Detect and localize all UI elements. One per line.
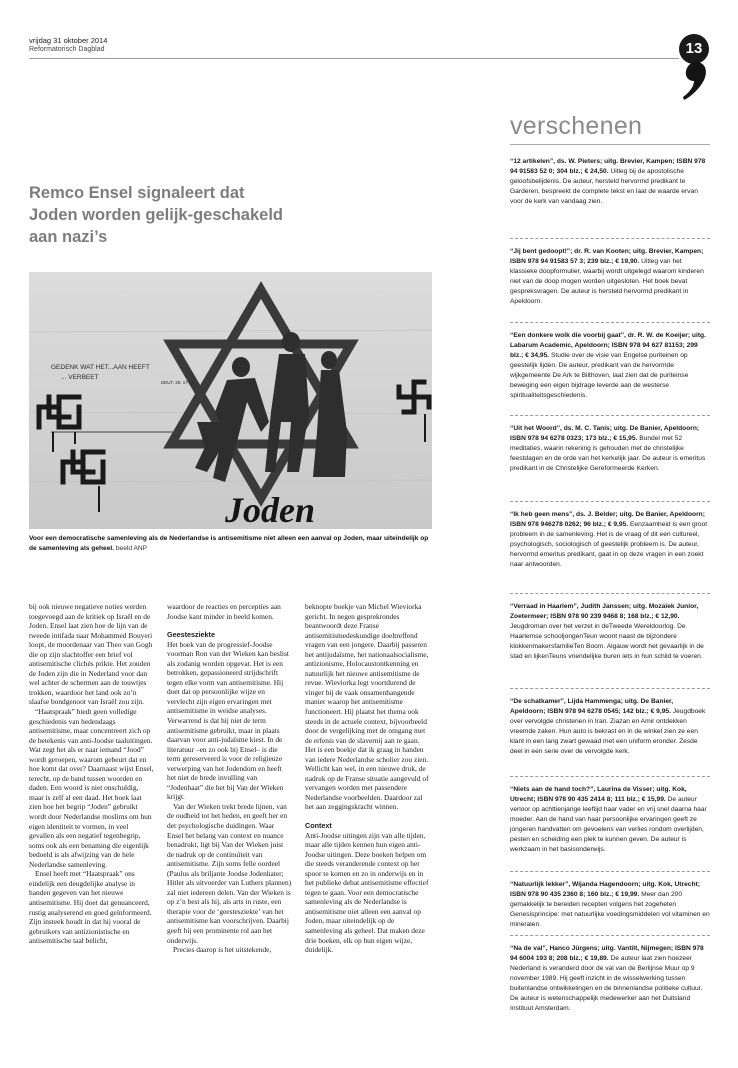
issue-date: vrijdag 31 oktober 2014 — [29, 36, 108, 45]
paragraph: beknopte boekje van Michel Wieviorka gericht. In negen gesprekrondes beantwoordt deze Franse antisemitismedeskundige doeltreffend vragen van een jongere. Daarbij passeren het antijudaïsme, het nationaalsocialisme, antizionisme, Holocaustontkenning en natuurlijk het nieuwe antisemitisme de revue. Wieviorka legt voortdurend de vinger bij de vaak onsamenhangende manier waarop het antisemitisme functioneert. Hij plaatst het thema ook steeds in de actuele context, bijvoorbeeld door de vergelijking met de omgang met de erfenis van de slavernij aan te gaan. Het is een boekje dat ik graag in handen van iedere Nederlandse scholier zou zien. Wellicht kan wel, in een nieuwe druk, de nadruk op de Franse situatie aangevuld of vervangen worden met passendere Nederlandse voorbeelden. Daardoor zal het aan zeggingskracht winnen. — [305, 602, 429, 812]
paragraph: “Haatspraak” biedt geen volledige geschiedenis van hedendaags antisemitisme, maar concentreert zich op de betekenis van anti-Joodse taaluitingen. Wat zegt het als er naar iemand “Jood” wordt geroepen, waarom gebeurt dat en hoe komt dat over? Daarnaast wijst Ensel, terecht, op de band tussen woorden en daden. Een woord is niet onschuldig, maar is zelf al een daad. Het boek laat zien hoe het begrip “Joden” gebruikt wordt door Nederlandse moslims om hun eigen identiteit te vormen, in veel gevallen als een negatief tegenbegrip, soms ook als een benaming die eigenlijk bedoeld is als afwijzing van de hele Nederlandse samenleving. — [29, 707, 154, 869]
masthead-rule — [29, 58, 679, 59]
subhead-geestesziekte: Geestesziekte — [167, 630, 215, 640]
review-heading: “Na de val”, Hanco Jürgens; uitg. Vantilt, Nijmegen; ISBN 978 94 6004 193 8; 208 blz.; € 19,89. — [510, 945, 704, 962]
review-body: Uitleg van het klassieke doopformulier, waarbij wordt uitgelegd waarom kinderen niet van de doop mogen worden uitgesloten. Het boek bevat gespreksvragen. De auteur is hersteld hervormd predikant in Apeldoorn. — [510, 257, 704, 305]
review-item — [510, 689, 710, 777]
caption-text: Voor een democratische samenleving als de Nederlandse is antisemitisme niet alleen een aanval op Joden, maar uiteindelijk op de samenleving als geheel. — [29, 535, 429, 552]
paragraph: Ensel heeft met “Haatspraak” ons eindelijk een deugdelijke analyse in handen gegeven van het nieuwe antisemitisme. Hij doet dat genuanceerd, rustig analyserend en goed geïnformeerd. Zijn insteek houdt in dat hij vooral de gebruikers van antizionistische en antisemitische taal belicht, — [29, 869, 152, 946]
review-heading: “Een donkere wolk die voorbij gaat”, dr. R. W. de Koeijer; uitg. Labarum Academic, Apeldoorn; ISBN 978 94 627 81153; 299 blz.; € 34,95. — [510, 332, 706, 359]
review-body: Jeugdboek over vervolgde christenen in Iran. Ziazan en Amir ontdekken vreemde zaken. Hun auto is bekrast en in de winkel zien ze een klant in een lang zwart gewaad met een uniform eronder. Zesde deel in een serie over de vervolgde kerk. — [510, 707, 706, 755]
review-body: Bundel met 52 meditaties, waarin rekening is gehouden met de christelijke feestdagen en de orde van het kerkelijk jaar. De auteur is emeritus predikant in de Christelijke Gereformeerde Kerken. — [510, 434, 706, 472]
article-headline: Remco Ensel signaleert dat Joden worden gelijk-geschakeld aan nazi’s — [29, 184, 283, 246]
comma-logo-icon — [680, 60, 710, 102]
review-item — [510, 872, 710, 936]
review-body: De auteur verloor op achttienjarige leeftijd haar vader en vrij snel daarna haar moeder. Aan de hand van haar persoonlijke ervaringen geeft ze jongeren handvatten om gevoelens van verlies rondom overlijden, pesten en scheiding een plek te kunnen geven. De auteur is werkzaam in het basisonderwijs. — [510, 795, 707, 853]
newspaper-name: Reformatorisch Dagblad — [29, 46, 105, 53]
article-column-3 — [305, 602, 430, 955]
review-item — [510, 594, 710, 689]
review-body: De auteur laat zien hoezeer Nederland is veranderd door de val van de Berlijnse Muur op 9 november 1989. Hij geeft inzicht in de wisselwerking tussen buitenlandse ontwikkelingen en de binnenlandse politieke cultuur. De auteur is wetenschappelijk medewerker aan het Duitsland Instituut Amsterdam. — [510, 954, 703, 1012]
photo-credit: beeld ANP — [115, 544, 148, 552]
review-body: Studie over de visie van Engelse puriteinen op geestelijk lijden. De auteur, predikant van de hervormde wijkgemeente De Ark te Bilthoven, laat zien dat de puriteinse beweging een eigen bijdrage leverde aan de westerse spiritualiteitsgeschiedenis. — [510, 351, 689, 399]
review-body: Jeugdroman over het verzet in deTweede Wereldoorlog. De Haarlemse schooljongenTeun woont naast de bijzondere klokkenmakersfamilieTen Boom. Algauw wordt het gevaarlijk in de stad en lijkenTeuns vriendelijke buren iets in hun schild te voeren. — [510, 622, 704, 660]
review-body: Eenzaamheid is een groot probleem in de samenleving. Het is de vraag of dit een cultureel, psychologisch, sociologisch of geestelijk probleem is. De auteur, hervormd emeritus predikant, gaat in op deze vragen in een zoekt naar antwoorden. — [510, 520, 708, 568]
review-body: Uitleg bij de apostolische geloofsbelijdenis. De auteur, hersteld hervormd predikant te Garderen, bespreekt de complete tekst en laat de waarde ervan voor de kerk van vandaag zien. — [510, 167, 698, 205]
review-heading: “Ik heb geen mens”, ds. J. Belder; uitg. De Banier, Apeldoorn; ISBN 978 946278 0262; 96 blz.; € 9,95. — [510, 511, 705, 528]
review-heading: “Verraad in Haarlem”, Judith Janssen; uitg. Mozaïek Junior, Zoetermeer; ISBN 978 90 239 9468 8; 168 blz.; € 12,90. — [510, 603, 699, 620]
photo-caption — [29, 534, 433, 553]
page-number-badge: 13 — [679, 34, 709, 64]
article-column-1 — [29, 602, 154, 946]
subhead-context: Context — [305, 821, 332, 831]
review-heading: “Niets aan de hand toch?”, Laurina de Visser; uitg. Kok, Utrecht; ISBN 978 90 435 2414 8; 111 blz.; € 15,99. — [510, 786, 687, 803]
paragraph: Het boek van de progressief-Joodse voorman Ron van der Wieken kan beslist als zodanig worden opgevat. Het is een betrokken, gepassioneerd strijdschrift tegen elke vorm van antisemitisme. Hij doet dat op persoonlijke wijze en vervlecht zijn eigen ervaringen met antisemitisme in weidse analyses. Verwarrend is dat hij niet de term antisemitisme gebruikt, maar in plaats daarvan voor anti-judaïsme kiest. In de literatuur –en zo ook bij Ensel– is die term gereserveerd is voor de religieuze verwerping van het Jodendom en heeft het niet de brede invulling van “Jodenhaat” die het bij Van der Wieken krijgt. — [167, 639, 289, 802]
review-item — [510, 151, 710, 239]
paragraph: bij ook nieuwe negatieve noties werden toegevoegd aan de kritiek op Israël en de Joden. Ensel laat zien hoe de lijn van de tweede intifada naar Mohammed Bouyeri loopt, de moordenaar van Theo van Gogh die op zijn slachtoffer een brief vol antisemitische clichés prikte. Het zouden de Joden zijn die in Nederland voor dan wel achter de schermen aan de touwtjes trokken, waardoor het land ook zo’n slaafse bondgenoot van Israël zou zijn. — [29, 602, 153, 707]
review-item — [510, 502, 710, 594]
review-heading: “De schatkamer”, Lijda Hammenga; uitg. De Banier, Apeldoorn; ISBN 978 94 6278 0545; 142 blz.; € 9,95. — [510, 698, 674, 715]
wall-inscription-line-2: ... VERBEET — [61, 374, 99, 381]
review-item — [510, 323, 710, 416]
joden-graffiti: Joden — [225, 490, 315, 529]
paragraph: Precies daarop is het uitstekende, — [173, 945, 272, 955]
wall-inscription-reference: DEUT. 25: 17-19 — [161, 380, 195, 385]
review-heading: “Natuurlijk lekker”, Wijanda Hagendoorn; uitg. Kok, Utrecht; ISBN 978 90 435 2360 8; 160 blz.; € 19,99. — [510, 881, 700, 898]
review-body: Meer dan 200 gemakkelijk te bereiden recepten volgens het zogeheten Genesisprincipe: met natuurlijke voedingsmiddelen vol vitaminen en mineralen. — [510, 890, 710, 928]
section-title: verschenen — [510, 112, 643, 140]
section-rule — [510, 144, 710, 145]
review-item — [510, 416, 710, 502]
wall-inscription-line-1: GEDENK WAT HET...AAN HEEFT — [51, 364, 150, 371]
paragraph: Van der Wieken trekt brede lijnen, van de oudheid tot het heden, en geeft her en der psychologische duidingen. Waar Ensel het belang van context en nuance benadrukt, ligt bij Van der Wieken juist de nadruk op de continuïteit van antisemitisme. Zijn soms felle oordeel (Paulus als briljante Joodse Jodenhater; Hitler als uitvoerder van Luthers plannen) zal niet iedereen delen. Van der Wieken is op z’n best als hij, als arts in ruste, een therapie voor de ‘geestesziekte’ van het antisemitisme kan voorschrijven. Daarbij geeft hij een prominente rol aan het onderwijs. — [167, 801, 292, 945]
article-photo — [29, 272, 432, 529]
review-heading: “12 artikelen”, ds. W. Pieters; uitg. Brevier, Kampen; ISBN 978 94 91583 52 0; 304 blz.; € 24,50. — [510, 158, 706, 175]
review-item — [510, 777, 710, 872]
review-heading: “Uit het Woord”, ds. M. C. Tanis; uitg. De Banier, Apeldoorn; ISBN 978 94 6278 0323; 173 blz.; € 15,95. — [510, 425, 700, 442]
article-column-2 — [167, 602, 292, 955]
paragraph: Anti-Joodse uitingen zijn van alle tijden, maar alle tijden kennen hun eigen anti-Joodse uitingen. Deze boeken helpen om die steeds veranderende context op het spoor te komen en zo in onderwijs en in het publieke debat antisemitisme effectief tegen te gaan. Voor een democratische samenleving als de Nederlandse is antisemitisme niet alleen een aanval op Joden, maar uiteindelijk op de samenleving als geheel. Dat maken deze drie boeken, elk op hun eigen wijze, duidelijk. — [305, 830, 429, 955]
paragraph: waardoor de reacties en percepties aan Joodse kant minder in beeld komen. — [167, 602, 281, 621]
review-heading: “Jij bent gedoopt!”; dr. R. van Kooten; uitg. Brevier, Kampen; ISBN 978 94 91583 57 3; 239 blz.; € 19,90. — [510, 248, 704, 265]
review-item — [510, 936, 710, 1032]
review-item — [510, 239, 710, 323]
book-review-list — [510, 151, 710, 1032]
